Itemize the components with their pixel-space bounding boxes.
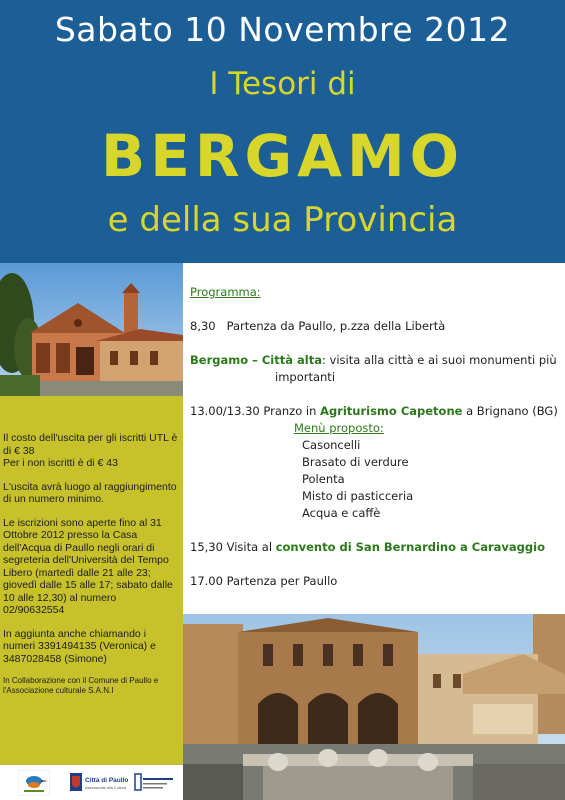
convent-time: 15,30 Visita al: [190, 540, 276, 554]
header-banner: [0, 0, 565, 263]
lunch-place: Agriturismo Capetone: [320, 404, 463, 418]
menu-item: Polenta: [302, 472, 345, 486]
convent-place: convento di San Bernardino a Caravaggio: [275, 540, 545, 554]
bergamo-desc: : visita alla città e ai suoi monumenti più: [321, 353, 557, 367]
info-panel: [0, 396, 183, 800]
bergamo-highlight: Bergamo – Città alta: [190, 353, 322, 367]
title-line-1: I Tesori di: [209, 66, 356, 102]
minimum-info: L'uscita avrà luogo al raggiungimento di un numero minimo.: [3, 480, 177, 505]
comune-paullo-logo: [70, 770, 130, 796]
program-item-return: 17.00 Partenza per Paullo: [190, 574, 338, 588]
phone-info: In aggiunta anche chiamando i numeri 3391494135 (Veronica) e 3487028458 (Simone): [3, 627, 156, 665]
menu-item: Casoncelli: [302, 438, 361, 452]
paullo-logo-title: Città di Paullo: [85, 777, 129, 784]
logos-strip: [0, 764, 183, 800]
program-item-convent: [190, 539, 562, 556]
program-item-bergamo: [190, 352, 562, 369]
bergamo-desc-cont: importanti: [275, 370, 336, 384]
bergamo-square-photo: [183, 614, 565, 800]
menu-item: Brasato di verdure: [302, 455, 409, 469]
program-title: Programma:: [190, 285, 261, 299]
church-photo: [0, 263, 183, 396]
menu-item: Misto di pasticceria: [302, 489, 414, 503]
university-logo: [133, 770, 177, 796]
collaboration-info: In Collaborazione con il Comune di Paullo e l'Associazione culturale S.A.N.I: [3, 676, 159, 695]
paullo-logo-subtitle: Assessorato alla Cultura: [85, 786, 127, 790]
program-item-lunch: [190, 403, 562, 420]
program-item-departure: 8,30 Partenza da Paullo, p.zza della Libertà: [190, 319, 446, 333]
title-line-2: e della sua Provincia: [107, 200, 458, 240]
title-city: BERGAMO: [100, 122, 464, 190]
menu-title: Menù proposto:: [294, 421, 384, 435]
lunch-time: 13.00/13.30 Pranzo in: [190, 404, 321, 418]
cost-info: Il costo dell'uscita per gli iscritti UTL è di € 38 Per i non iscritti è di € 43: [3, 432, 178, 469]
program-section: [190, 284, 562, 590]
registration-info: Le iscrizioni sono aperte fino al 31 Ottobre 2012 presso la Casa dell'Acqua di Paullo negli orari di segreteria dell'Università del Tempo Libero (martedì dalle 21 alle 23; giovedì dalle 15 alle 17; sabato dalle 10 alle 12,30) al numero 02/90632554: [3, 516, 173, 616]
event-date: Sabato 10 Novembre 2012: [54, 10, 511, 49]
menu-item: Acqua e caffè: [302, 506, 381, 520]
kingfisher-logo: [18, 770, 50, 796]
lunch-location: a Brignano (BG): [462, 404, 558, 418]
